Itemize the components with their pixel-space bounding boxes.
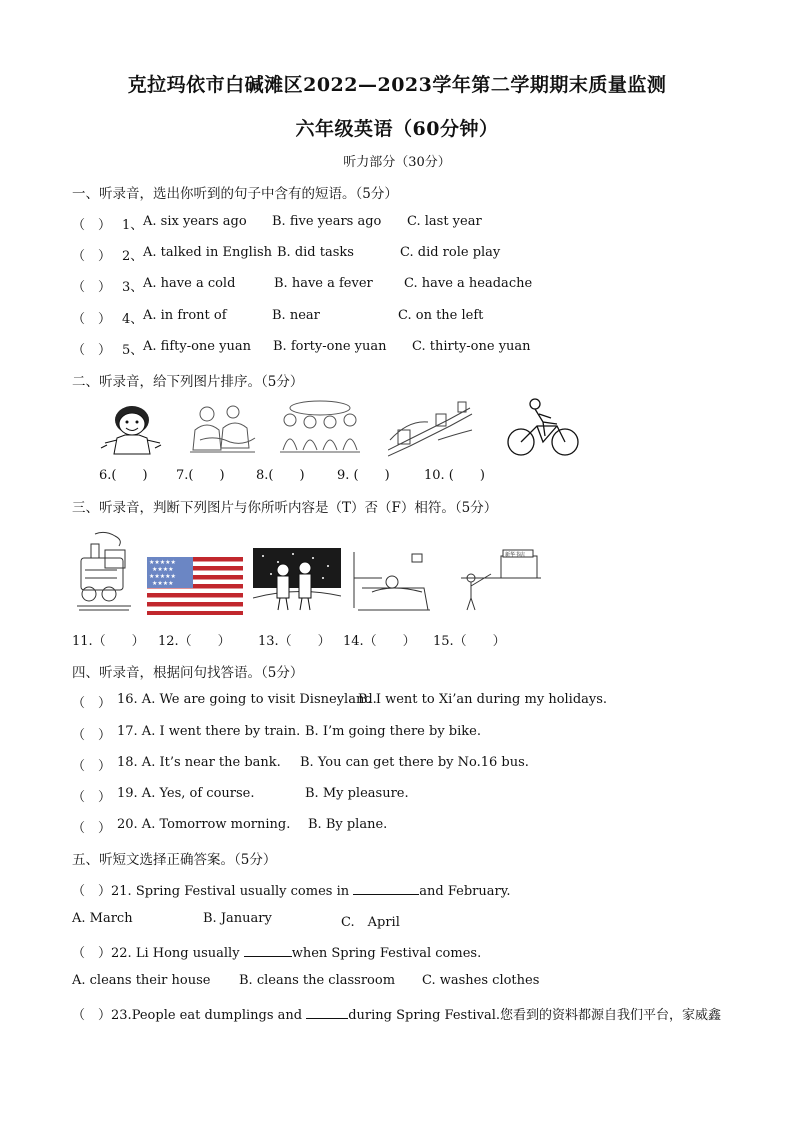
girl-picture bbox=[95, 398, 170, 458]
fill-blank[interactable] bbox=[244, 944, 292, 957]
question-23 bbox=[72, 1004, 721, 1023]
question-21 bbox=[72, 880, 510, 899]
label-13[interactable]: 13.（ ） bbox=[258, 634, 331, 649]
option-c: C. on the left bbox=[398, 308, 484, 323]
label-10[interactable]: 10. ( ) bbox=[424, 468, 485, 483]
fill-blank[interactable] bbox=[306, 1006, 348, 1019]
listening-part-label: 听力部分（30分） bbox=[343, 155, 451, 170]
option-a: A. fifty-one yuan bbox=[143, 339, 251, 354]
answer-paren[interactable]: （ ） bbox=[72, 280, 112, 295]
page-title: 克拉玛依市白碱滩区2022—2023学年第二学期期末质量监测 bbox=[127, 74, 667, 96]
option-a: A. in front of bbox=[143, 308, 227, 323]
section5-heading: 五、听短文选择正确答案。（5分） bbox=[72, 852, 277, 868]
option-b: B. You can get there by No.16 bus. bbox=[300, 755, 529, 770]
section3-heading: 三、听录音，判断下列图片与你所听内容是（T）否（F）相符。（5分） bbox=[72, 500, 498, 516]
section2-heading: 二、听录音，给下列图片排序。（5分） bbox=[72, 374, 304, 390]
label-6[interactable]: 6.( ) bbox=[99, 468, 148, 483]
great-wall-picture bbox=[388, 400, 473, 458]
option-b: B. five years ago bbox=[272, 214, 382, 229]
family-picture bbox=[185, 400, 260, 458]
bookstore-direction-picture bbox=[457, 548, 541, 614]
question-22-text: 22. Li Hong usually bbox=[111, 946, 244, 961]
answer-paren[interactable]: （ ） bbox=[72, 696, 112, 711]
option-c: C. April bbox=[341, 915, 400, 930]
answer-paren[interactable]: （ ） bbox=[72, 1008, 112, 1023]
option-a: 19. A. Yes, of course. bbox=[117, 786, 255, 801]
group-picture bbox=[275, 398, 365, 458]
option-b: B. forty-one yuan bbox=[273, 339, 387, 354]
option-c: C. did role play bbox=[400, 245, 501, 260]
answer-paren[interactable]: （ ） bbox=[72, 759, 112, 774]
answer-paren[interactable]: （ ） bbox=[72, 312, 112, 327]
cyclist-picture bbox=[505, 396, 581, 458]
fill-blank[interactable] bbox=[353, 882, 419, 895]
question-21-text-end: and February. bbox=[419, 884, 511, 899]
option-b: B. have a fever bbox=[274, 276, 373, 291]
option-a: 18. A. It’s near the bank. bbox=[117, 755, 281, 770]
label-12[interactable]: 12.（ ） bbox=[158, 634, 231, 649]
option-b: B. cleans the classroom bbox=[239, 973, 396, 988]
svg-text:★★★★: ★★★★ bbox=[152, 566, 174, 573]
question-number: 3、 bbox=[122, 280, 144, 295]
svg-text:★★★★★: ★★★★★ bbox=[149, 559, 176, 566]
page-subtitle: 六年级英语（60分钟） bbox=[295, 118, 499, 140]
answer-paren[interactable]: （ ） bbox=[72, 821, 112, 836]
option-b: B. By plane. bbox=[308, 817, 388, 832]
option-c: C. thirty-one yuan bbox=[412, 339, 531, 354]
option-b: B. My pleasure. bbox=[305, 786, 409, 801]
stargazing-picture bbox=[253, 548, 341, 614]
label-7[interactable]: 7.( ) bbox=[176, 468, 225, 483]
bookstore-sign: 新华书店 bbox=[505, 552, 526, 558]
option-a: 20. A. Tomorrow morning. bbox=[117, 817, 291, 832]
question-number: 1、 bbox=[122, 218, 144, 233]
label-15[interactable]: 15.（ ） bbox=[433, 634, 506, 649]
answer-paren[interactable]: （ ） bbox=[72, 946, 112, 961]
option-a: A. March bbox=[72, 911, 133, 926]
label-8[interactable]: 8.( ) bbox=[256, 468, 305, 483]
answer-paren[interactable]: （ ） bbox=[72, 790, 112, 805]
option-a: 16. A. We are going to visit Disneyland. bbox=[117, 692, 377, 707]
train-picture bbox=[75, 530, 133, 616]
option-b: B. I’m going there by bike. bbox=[305, 724, 481, 739]
question-22-text-end: when Spring Festival comes. bbox=[291, 946, 482, 961]
option-c: C. last year bbox=[407, 214, 482, 229]
option-a: A. cleans their house bbox=[72, 973, 211, 988]
answer-paren[interactable]: （ ） bbox=[72, 728, 112, 743]
section1-heading: 一、听录音，选出你听到的句子中含有的短语。（5分） bbox=[72, 186, 398, 202]
option-b: B. near bbox=[272, 308, 320, 323]
question-22 bbox=[72, 942, 481, 961]
label-11[interactable]: 11.（ ） bbox=[72, 634, 145, 649]
option-c: C. have a headache bbox=[404, 276, 533, 291]
option-c: C. washes clothes bbox=[422, 973, 540, 988]
option-a: 17. A. I went there by train. bbox=[117, 724, 301, 739]
question-number: 2、 bbox=[122, 249, 144, 264]
option-a: A. have a cold bbox=[143, 276, 236, 291]
label-14[interactable]: 14.（ ） bbox=[343, 634, 416, 649]
answer-paren[interactable]: （ ） bbox=[72, 884, 112, 899]
option-a: A. talked in English bbox=[143, 245, 273, 260]
option-b: B. January bbox=[203, 911, 272, 926]
section4-heading: 四、听录音，根据问句找答语。（5分） bbox=[72, 665, 304, 681]
answer-paren[interactable]: （ ） bbox=[72, 343, 112, 358]
option-b: B. I went to Xi’an during my holidays. bbox=[358, 692, 608, 707]
question-21-text: 21. Spring Festival usually comes in bbox=[111, 884, 354, 899]
question-number: 4、 bbox=[122, 312, 144, 327]
question-23-text-end: during Spring Festival. bbox=[348, 1008, 500, 1023]
sick-in-bed-picture bbox=[352, 548, 434, 614]
label-9[interactable]: 9. ( ) bbox=[337, 468, 390, 483]
svg-text:★★★★: ★★★★ bbox=[152, 580, 174, 587]
answer-paren[interactable]: （ ） bbox=[72, 249, 112, 264]
svg-text:★★★★★: ★★★★★ bbox=[149, 573, 176, 580]
us-flag-picture bbox=[147, 557, 243, 615]
option-a: A. six years ago bbox=[143, 214, 247, 229]
answer-paren[interactable]: （ ） bbox=[72, 218, 112, 233]
option-b: B. did tasks bbox=[277, 245, 354, 260]
question-23-text: 23.People eat dumplings and bbox=[111, 1008, 307, 1023]
question-number: 5、 bbox=[122, 343, 144, 358]
watermark-text: 您看到的资料都源自我们平台，家威鑫 bbox=[499, 1008, 721, 1023]
